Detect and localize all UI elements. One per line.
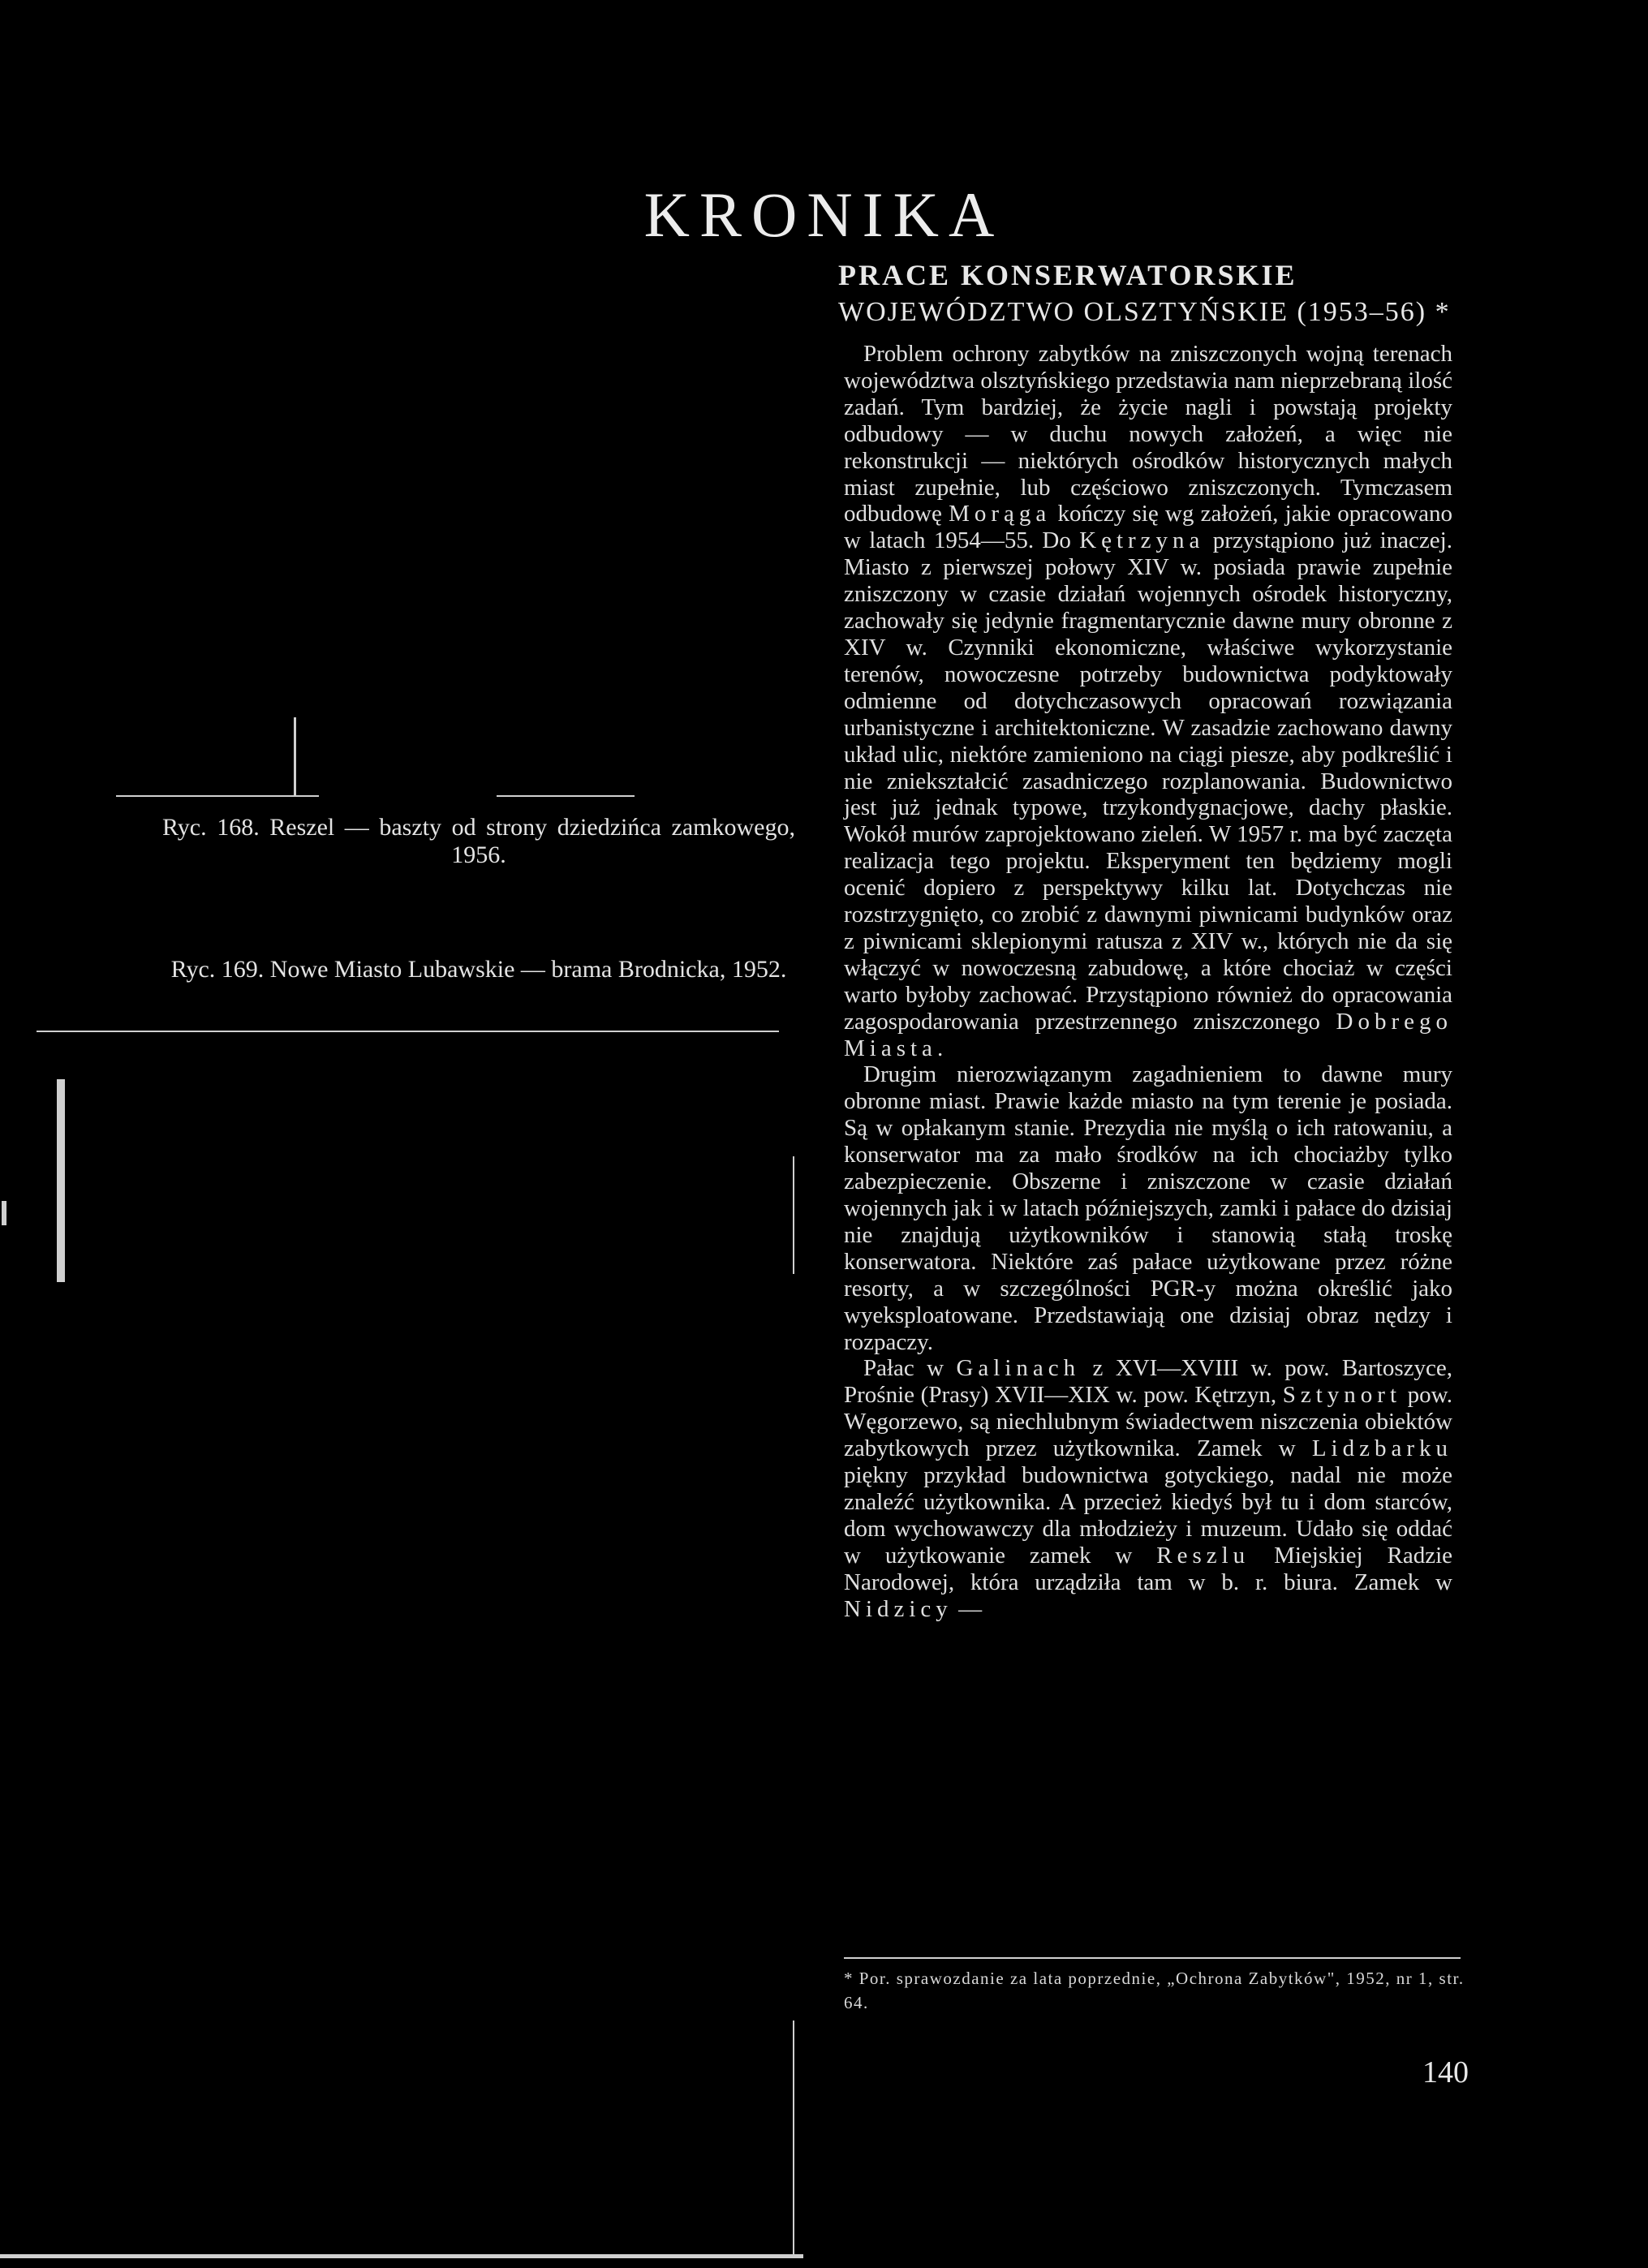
place-name: Dobrego Miasta — [844, 1008, 1452, 1061]
photo-frame-line — [793, 1156, 794, 1274]
place-name: Lidzbarku — [1311, 1435, 1452, 1462]
section-heading: PRACE KONSERWATORSKIE — [838, 259, 1297, 291]
place-name: Morąga — [949, 501, 1052, 527]
photo-frame-line — [57, 1079, 65, 1282]
photo-frame-line — [0, 2254, 803, 2258]
place-name: Galinach — [956, 1355, 1081, 1382]
place-name: Nidzicy — [844, 1595, 953, 1622]
place-name: Reszlu — [1156, 1542, 1250, 1569]
photo-frame-line — [497, 795, 635, 797]
figure-168-caption: Ryc. 168. Reszel — baszty od strony dziedzińca zamkowego, 1956. — [162, 814, 795, 868]
figure-169-caption: Ryc. 169. Nowe Miasto Lubawskie — brama Brodnicka, 1952. — [170, 956, 787, 983]
paragraph: Drugim nierozwiązanym zagadnieniem to dawne mury obronne miast. Prawie każde miasto na tym terenie je posiada. Są w opłakanym stanie. Prezydia nie myślą o ich ratowaniu, a konserwator ma za mało środków na ich chociażby tylko zabezpieczenie. Obszerne i zniszczone w czasie działań wojennych jak i w latach późniejszych, zamki i pałace do dzisiaj nie znajdują użytkowników i stanowią stałą troskę konserwatora. Niektóre zaś pałace użytkowane przez różne resorty, a w szczególności PGR-y można określić jako wyeksploatowane. Przedstawiają one dzisiaj obraz nędzy i rozpaczy. — [844, 1061, 1452, 1355]
photo-frame-line — [116, 795, 319, 797]
photo-frame-line — [294, 717, 296, 797]
footnote-divider — [844, 1957, 1461, 1959]
footnote: * Por. sprawozdanie za lata poprzednie, „Ochrona Zabytków", 1952, nr 1, str. 64. — [844, 1969, 1465, 2012]
place-name: Sztynort — [1282, 1382, 1402, 1409]
paragraph: Pałac w Galinach z XVI—XVIII w. pow. Bartoszyce, Prośnie (Prasy) XVII—XIX w. pow. Kętrzyn, Sztynort pow. Węgorzewo, są niechlubnym świadectwem niszczenia obiektów zabytkowych przez użytkownika. Zamek w Lidzbarku piękny przykład budownictwa gotyckiego, nadal nie może znaleźć użytkownika. A przecież kiedyś był tu i dom starców, dom wychowawczy dla młodzieży i muzeum. Udało się oddać w użytkowanie zamek w Reszlu Miejskiej Radzie Narodowej, która urządziła tam w b. r. biura. Zamek w Nidzicy — — [844, 1355, 1453, 1622]
region-heading: WOJEWÓDZTWO OLSZTYŃSKIE (1953–56) * — [838, 297, 1451, 327]
paragraph: Problem ochrony zabytków na zniszczonych wojną terenach województwa olsztyńskiego przedstawia nam nieprzebraną ilość zadań. Tym bardziej, że życie nagli i powstają projekty odbudowy — w duchu nowych założeń, a więc nie rekonstrukcji — niektórych ośrodków historycznych małych miast zupełnie, lub częściowo zniszczonych. Tymczasem odbudowę Morąga kończy się wg założeń, jakie opracowano w latach 1954—55. Do Kętrzyna przystąpiono już inaczej. Miasto z pierwszej połowy XIV w. posiada prawie zupełnie zniszczony w czasie działań wojennych ośrodek historyczny, zachowały się jedynie fragmentarycznie dawne mury obronne z XIV w. Czynniki ekonomiczne, właściwe wykorzystanie terenów, nowoczesne potrzeby budownictwa podyktowały odmienne od dotychczasowych opracowań rozwiązania urbanistyczne i architektoniczne. W zasadzie zachowano dawny układ ulic, niektóre zamieniono na ciągi piesze, aby podkreślić i nie zniekształcić zasadniczego rozplanowania. Budownictwo jest już jednak typowe, trzykondygnacjowe, dachy płaskie. Wokół murów zaprojektowano zieleń. W 1957 r. ma być zaczęta realizacja tego projektu. Eksperyment ten będziemy mogli ocenić dopiero z perspektywy kilku lat. Dotychczas nie rozstrzygnięto, co zrobić z dawnymi piwnicami budynków oraz z piwnicami sklepionymi ratusza z XIV w., których nie da się włączyć w nowoczesną zabudowę, a które chociaż w części warto byłoby zachować. Przystąpiono również do opracowania zagospodarowania przestrzennego zniszczonego Dobrego Miasta. — [844, 341, 1452, 1061]
place-name: Kętrzyna — [1079, 527, 1205, 554]
photo-frame-line — [2, 1201, 6, 1225]
page-number: 140 — [1422, 2055, 1469, 2089]
photo-frame-line — [793, 2021, 794, 2256]
chronicle-title: KRONIKA — [643, 179, 1005, 250]
column-divider — [37, 1031, 779, 1032]
article-body — [844, 341, 1452, 1623]
